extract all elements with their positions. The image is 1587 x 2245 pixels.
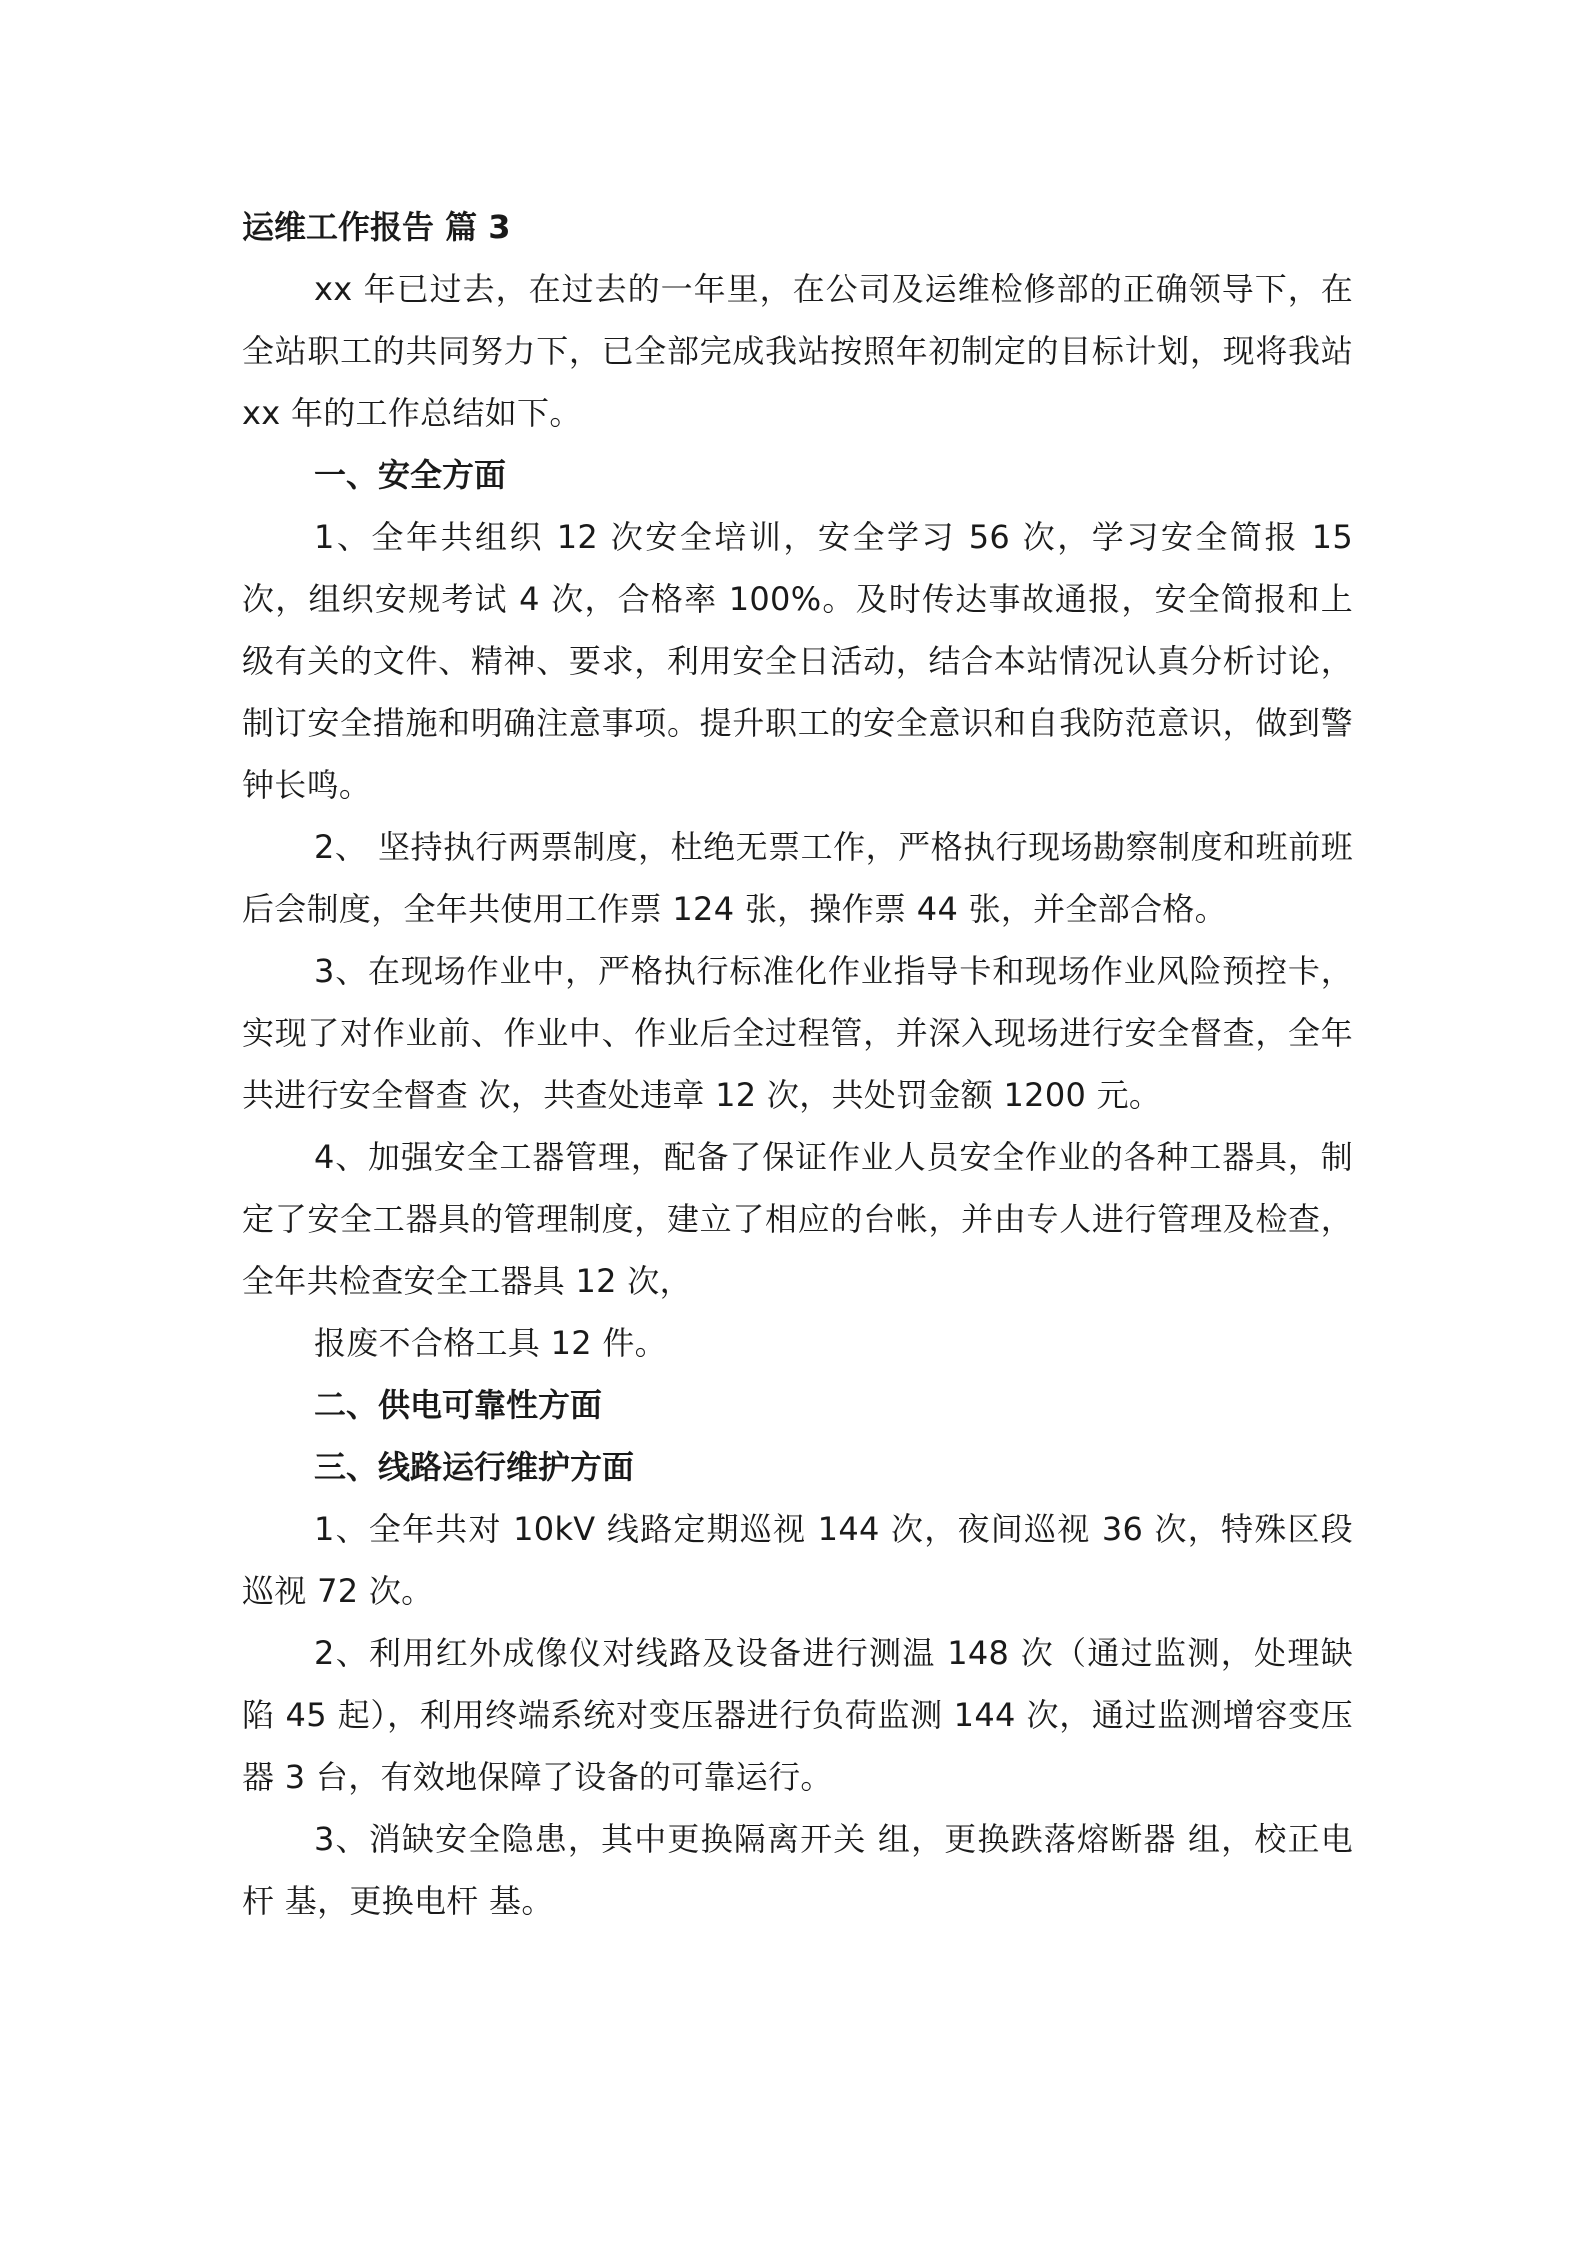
safety-item-3: 3、在现场作业中，严格执行标准化作业指导卡和现场作业风险预控卡，实现了对作业前、作业中、作业后全过程管，并深入现场进行安全督查，全年共进行安全督查 次，共查处违章 12 次，共处罚金额 1200 元。 [242, 952, 1353, 1114]
document-page [242, 196, 1353, 1932]
line-item-3: 3、消缺安全隐患，其中更换隔离开关 组，更换跌落熔断器 组，校正电杆 基，更换电杆 基。 [242, 1820, 1353, 1920]
safety-item-2: 2、 坚持执行两票制度，杜绝无票工作，严格执行现场勘察制度和班前班后会制度，全年共使用工作票 124 张，操作票 44 张，并全部合格。 [242, 828, 1353, 928]
safety-item-4-continued: 报废不合格工具 12 件。 [314, 1324, 667, 1362]
section-heading-line-maintenance: 三、线路运行维护方面 [314, 1448, 635, 1486]
line-item-1: 1、全年共对 10kV 线路定期巡视 144 次，夜间巡视 36 次，特殊区段巡视 72 次。 [242, 1510, 1353, 1610]
document-title: 运维工作报告 篇 3 [242, 208, 511, 246]
intro-paragraph: xx 年已过去，在过去的一年里，在公司及运维检修部的正确领导下，在全站职工的共同努力下，已全部完成我站按照年初制定的目标计划，现将我站 xx 年的工作总结如下。 [242, 270, 1353, 432]
safety-item-1: 1、全年共组织 12 次安全培训，安全学习 56 次，学习安全简报 15 次，组织安规考试 4 次，合格率 100%。及时传达事故通报，安全简报和上级有关的文件、精神、要求，利用安全日活动，结合本站情况认真分析讨论，制订安全措施和明确注意事项。提升职工的安全意识和自我防范意识，做到警钟长鸣。 [242, 518, 1353, 804]
section-heading-reliability: 二、供电可靠性方面 [314, 1386, 603, 1424]
safety-item-4: 4、加强安全工器管理，配备了保证作业人员安全作业的各种工器具，制定了安全工器具的管理制度，建立了相应的台帐，并由专人进行管理及检查，全年共检查安全工器具 12 次， [242, 1138, 1353, 1300]
line-item-2: 2、利用红外成像仪对线路及设备进行测温 148 次（通过监测，处理缺陷 45 起），利用终端系统对变压器进行负荷监测 144 次，通过监测增容变压器 3 台，有效地保障了设备的可靠运行。 [242, 1634, 1353, 1796]
section-heading-safety: 一、安全方面 [314, 456, 507, 494]
